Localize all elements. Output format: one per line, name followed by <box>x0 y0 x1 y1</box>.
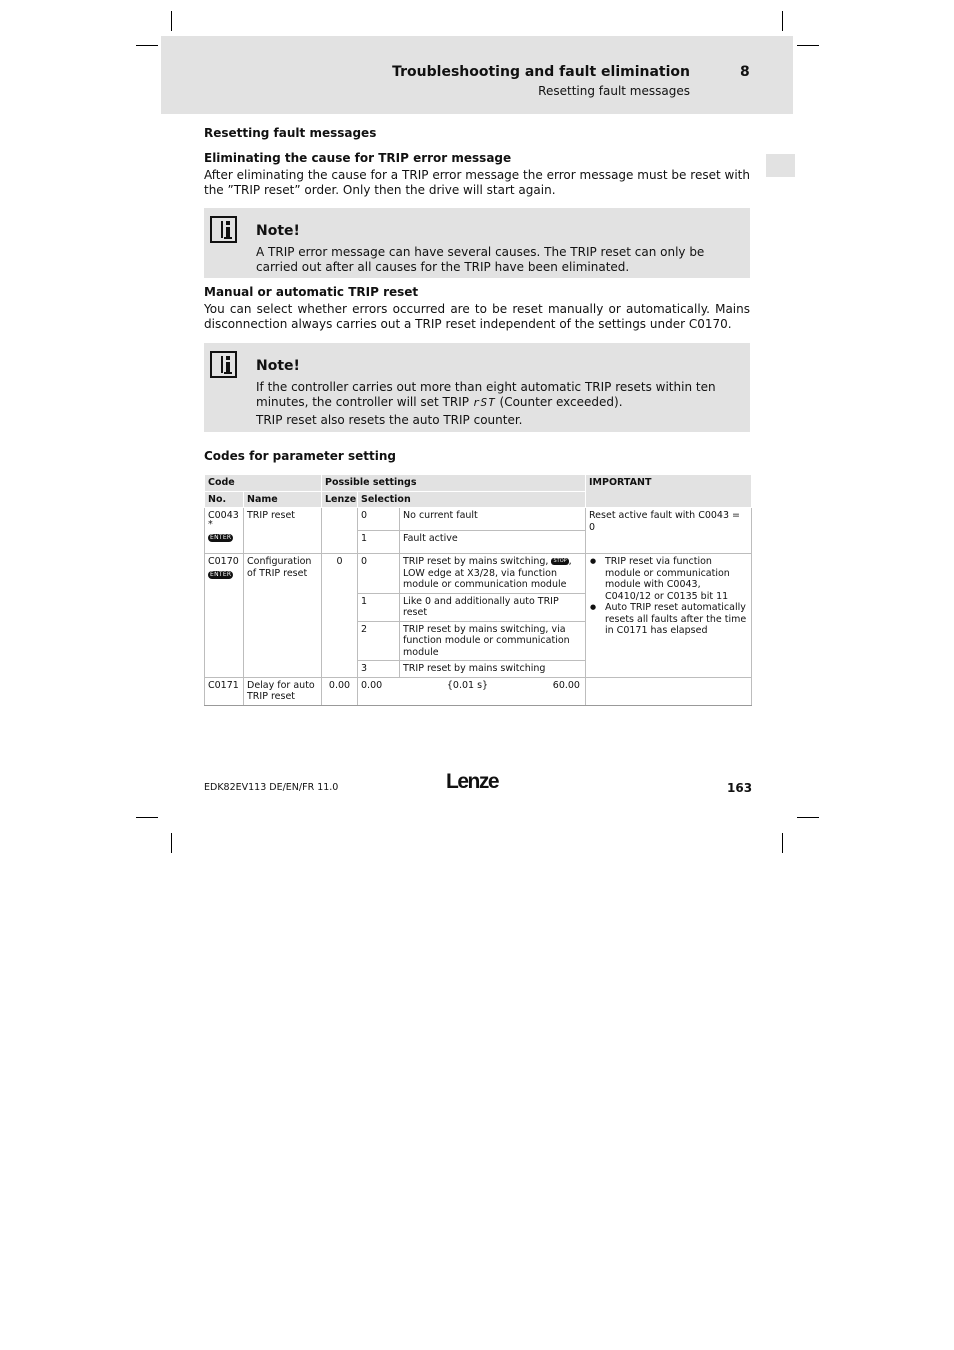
cell-range <box>358 677 586 705</box>
cell-code-name: Delay for auto TRIP reset <box>244 677 322 705</box>
cell-option-text: Like 0 and additionally auto TRIP reset <box>400 593 586 621</box>
cell-option-value: 3 <box>358 661 400 678</box>
range-min: 0.00 <box>361 679 383 691</box>
chapter-side-tab <box>766 154 795 177</box>
table-row <box>205 677 752 705</box>
header-selection: Selection <box>358 491 586 508</box>
cell-option-value: 1 <box>358 531 400 554</box>
parameter-table <box>204 474 752 706</box>
cell-option-text: Fault active <box>400 531 586 554</box>
subsection-title-manual-auto: Manual or automatic TRIP reset <box>204 285 419 299</box>
cell-important <box>586 677 752 705</box>
enter-key-icon: ENTER <box>210 533 232 541</box>
crop-mark <box>136 45 158 46</box>
crop-mark <box>797 45 819 46</box>
cell-option-text: No current fault <box>400 508 586 531</box>
table-row <box>205 508 752 531</box>
note-box <box>204 343 750 432</box>
enter-key-icon: ENTER <box>210 570 232 578</box>
note-text: TRIP reset also resets the auto TRIP counter. <box>256 413 523 427</box>
code-number: C0170 <box>208 556 239 567</box>
header-important: IMPORTANT <box>586 475 752 508</box>
cell-important: Reset active fault with C0043 = 0 <box>586 508 752 554</box>
header-lenze: Lenze <box>322 491 358 508</box>
header-no: No. <box>205 491 244 508</box>
important-bullet: ● TRIP reset via function module or communication module with C0043, C0410/12 or C0135 bit 11 <box>589 556 748 602</box>
crop-mark <box>171 11 172 31</box>
important-bullet: ● Auto TRIP reset automatically resets all faults after the time in C0171 has elapsed <box>589 602 748 637</box>
subsection-title-trip-cause: Eliminating the cause for TRIP error message <box>204 151 512 165</box>
cell-important <box>586 554 752 678</box>
note-title: Note! <box>256 223 300 239</box>
stop-key-icon: STOP <box>553 558 567 564</box>
trip-code: rST <box>472 395 496 409</box>
range-max: 60.00 <box>552 679 580 691</box>
page-number: 163 <box>727 781 753 795</box>
lenze-logo: Lenze <box>446 770 499 793</box>
cell-option-value: 2 <box>358 621 400 661</box>
chapter-number: 8 <box>740 64 750 80</box>
cell-lenze: 0 <box>322 554 358 678</box>
cell-option-value: 0 <box>358 554 400 594</box>
cell-lenze <box>322 508 358 554</box>
paragraph-manual-auto: You can select whether errors occurred are to be reset manually or automatically. Mains disconnection always carries out a TRIP reset independent of the settings under C0170. <box>204 302 750 331</box>
note-text-part: If the controller carries out more than eight automatic TRIP resets within ten minutes, the controller will set TRIP <box>256 380 716 409</box>
note-text <box>256 380 736 410</box>
paragraph-trip-cause: After eliminating the cause for a TRIP error message the error message must be reset with the ”TRIP reset” order. Only then the drive will start again. <box>204 168 750 197</box>
cell-code-no <box>205 554 244 678</box>
chapter-title: Troubleshooting and fault elimination <box>392 64 690 80</box>
footer-document-id: EDK82EV113 DE/EN/FR 11.0 <box>204 782 339 793</box>
cell-option-text: TRIP reset by mains switching <box>400 661 586 678</box>
header-possible-settings: Possible settings <box>322 475 586 492</box>
info-icon <box>210 351 237 378</box>
option-text-part: TRIP reset by mains switching, <box>403 556 552 567</box>
cell-code-no: C0171 <box>205 677 244 705</box>
crop-mark <box>797 817 819 818</box>
cell-code-name: TRIP reset <box>244 508 322 554</box>
crop-mark <box>782 833 783 853</box>
cell-option-value: 1 <box>358 593 400 621</box>
cell-code-name: Configuration of TRIP reset <box>244 554 322 678</box>
cell-code-no <box>205 508 244 554</box>
cell-option-value: 0 <box>358 508 400 531</box>
note-text-part: (Counter exceeded). <box>495 394 623 409</box>
range-step: {0.01 s} <box>446 679 489 691</box>
note-text: A TRIP error message can have several causes. The TRIP reset can only be carried out after all causes for the TRIP have been eliminated. <box>256 245 705 274</box>
code-number: C0043 <box>208 510 239 521</box>
table-row <box>205 554 752 594</box>
crop-mark <box>782 11 783 31</box>
info-icon <box>210 216 237 243</box>
cell-option-text: TRIP reset by mains switching, via function module or communication module <box>400 621 586 661</box>
note-box <box>204 208 750 278</box>
crop-mark <box>136 817 158 818</box>
cell-lenze: 0.00 <box>322 677 358 705</box>
chapter-subtitle: Resetting fault messages <box>538 84 690 98</box>
header-code: Code <box>205 475 322 492</box>
header-name: Name <box>244 491 322 508</box>
subsection-title-codes: Codes for parameter setting <box>204 449 396 463</box>
cell-option-text <box>400 554 586 594</box>
section-title: Resetting fault messages <box>204 126 377 140</box>
note-title: Note! <box>256 358 300 374</box>
code-mark: * <box>208 518 213 530</box>
crop-mark <box>171 833 172 853</box>
option-text-part: , LOW edge at X3/28, via function module or communication module <box>403 556 572 590</box>
